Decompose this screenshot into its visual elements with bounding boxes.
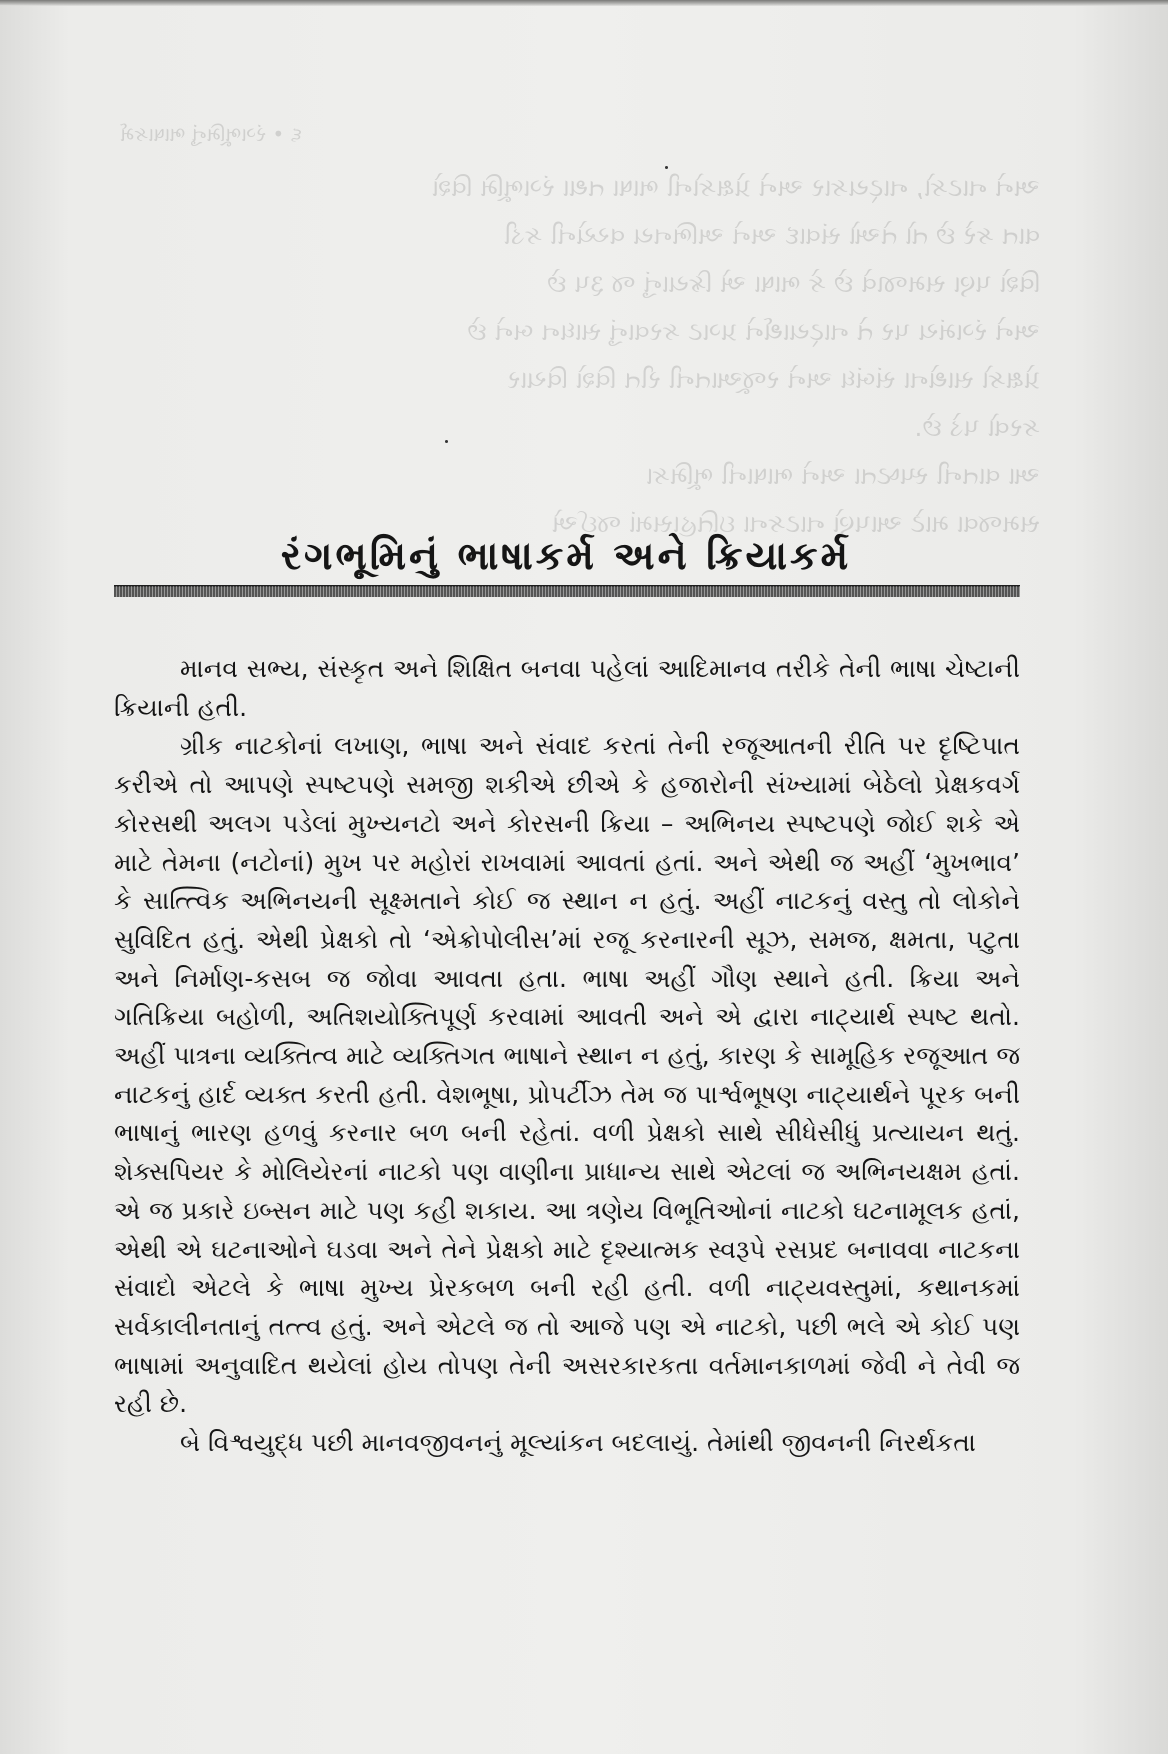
page-top-edge bbox=[0, 0, 1168, 6]
title-rule-texture bbox=[114, 586, 1020, 597]
bleed-through-line: પ્રેક્ષકો સાથેના સંબંધ અને રજૂઆતની રીત વિશે વિચાર bbox=[507, 365, 1040, 394]
paragraph-1: માનવ સભ્ય, સંસ્કૃત અને શિક્ષિત બનવા પહેલાં આદિમાનવ તરીકે તેની ભાષા ચેષ્ટાની ક્રિયાની હતી. bbox=[114, 654, 1020, 722]
bleed-through-line: અને રંગમંચ પર તે નાટ્યાર્થને પ્રગટ કરવાનું સાધન બને છે bbox=[467, 317, 1040, 346]
bleed-through-header: ૬ • રંગભૂમિનું ભાષાકર્મ bbox=[120, 122, 302, 146]
bleed-through-line: વિશે પણ સમજાવે છે કે ભાષા એ ક્રિયાનું જ રૂપ છે bbox=[547, 269, 1040, 298]
chapter-heading bbox=[112, 530, 1020, 584]
speck-mark bbox=[665, 166, 668, 169]
bleed-through-text bbox=[120, 110, 1040, 538]
chapter-title: રંગભૂમિનું ભાષાકર્મ અને ક્રિયાકર્મ bbox=[280, 534, 852, 579]
bleed-through-line: સમજવા માટે આપણે નાટકના ઇતિહાસમાં જઈએ bbox=[551, 509, 1040, 538]
bleed-through-line: અને નાટકો, નાટ્યકાર અને પ્રેક્ષકોની ભાષા તથા રંગભૂમિ વિશે bbox=[431, 173, 1040, 202]
bleed-through-line: આ વાતની સ્પષ્ટતા અને ભાષાની ભૂમિકા bbox=[645, 461, 1040, 490]
speck-mark bbox=[445, 440, 448, 443]
bleed-through-line: વાત કરે છે તો તેઓ સંવાદ અને અભિનય વચ્ચેની કડી bbox=[503, 221, 1040, 250]
paragraph-3: બે વિશ્વયુદ્ધ પછી માનવજીવનનું મૂલ્યાંકન બદલાયું. તેમાંથી જીવનની નિરર્થકતા bbox=[180, 1428, 976, 1458]
bleed-through-line: કરવો પડે છે. bbox=[914, 413, 1040, 442]
paragraph-2: ગ્રીક નાટકોનાં લખાણ, ભાષા અને સંવાદ કરતાં તેની રજૂઆતની રીતિ પર દૃષ્ટિપાત કરીએ તો આપણે સ્પષ્ટપણે સમજી શકીએ છીએ કે હજારોની સંખ્યામાં બેઠેલો પ્રેક્ષકવર્ગ કોરસથી અલગ પડેલાં મુખ્યનટો અને કોરસની ક્રિયા – અભિનય સ્પષ્ટપણે જોઈ શકે એ માટે તેમના (નટોનાં) મુખ પર મહોરાં રાખવામાં આવતાં હતાં. અને એથી જ અહીં ‘મુખભાવ’ કે સાત્ત્વિક અભિનયની સૂક્ષ્મતાને કોઈ જ સ્થાન ન હતું. અહીં નાટકનું વસ્તુ તો લોકોને સુવિદિત હતું. એથી પ્રેક્ષકો તો ‘એક્રોપોલીસ’માં રજૂ કરનારની સૂઝ, સમજ, ક્ષમતા, પટુતા અને નિર્માણ-કસબ જ જોવા આવતા હતા. ભાષા અહીં ગૌણ સ્થાને હતી. ક્રિયા અને ગતિક્રિયા બહોળી, અતિશયોક્તિપૂર્ણ કરવામાં આવતી અને એ દ્વારા નાટ્યાર્થ સ્પષ્ટ થતો. અહીં પાત્રના વ્યક્તિત્વ માટે વ્યક્તિગત ભાષાને સ્થાન ન હતું, કારણ કે સામૂહિક રજૂઆત જ નાટકનું હાર્દ વ્યક્ત કરતી હતી. વેશભૂષા, પ્રોપર્ટીઝ તેમ જ પાર્શ્વભૂષણ નાટ્યાર્થને પૂરક બની ભાષાનું ભારણ હળવું કરનાર બળ બની રહેતાં. વળી પ્રેક્ષકો સાથે સીધેસીધું પ્રત્યાયન થતું. શેક્સપિયર કે મોલિયેરનાં નાટકો પણ વાણીના પ્રાધાન્ય સાથે એટલાં જ અભિનયક્ષમ હતાં. એ જ પ્રકારે ઇબ્સન માટે પણ કહી શકાય. આ ત્રણેય વિભૂતિઓનાં નાટકો ઘટનામૂલક હતાં, એથી એ ઘટનાઓને ઘડવા અને તેને પ્રેક્ષકો માટે દૃશ્યાત્મક સ્વરૂપે રસપ્રદ બનાવવા નાટકના સંવાદો એટલે કે ભાષા મુખ્ય પ્રેરકબળ બની રહી હતી. વળી નાટ્યવસ્તુમાં, કથાનકમાં સર્વકાલીનતાનું તત્ત્વ હતું. અને એટલે જ તો આજે પણ એ નાટકો, પછી ભલે એ કોઈ પણ ભાષામાં અનુવાદિત થયેલાં હોય તોપણ તેની અસરકારકતા વર્તમાનકાળમાં જેવી ને તેવી જ રહી છે. bbox=[114, 731, 1020, 1419]
body-text bbox=[114, 650, 1020, 1463]
